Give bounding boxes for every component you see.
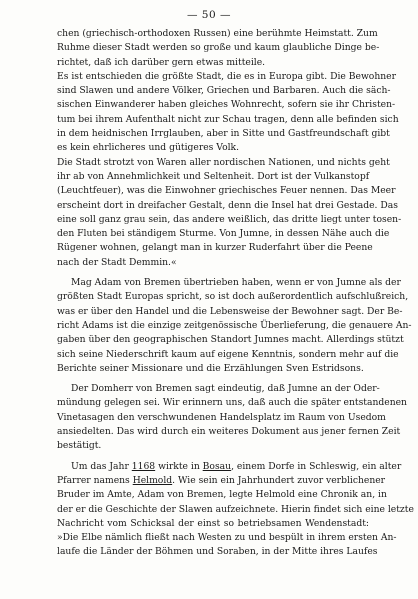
text-line: Pfarrer namens Helmold. Wie sein ein Jahrhundert zuvor verblichener: [57, 474, 386, 486]
text-line: sind Slawen und andere Völker, Griechen und Barbaren. Auch die säch-: [57, 85, 391, 97]
text-line: Vinetasagen den verschwundenen Handelsplatz im Raum von Usedom: [57, 411, 386, 423]
text-line: Rügener wohnen, gelangt man in kurzer Ruderfahrt über die Peene: [57, 242, 373, 254]
text-line: der er die Geschichte der Slawen aufzeichnete. Hierin findet sich eine letzte: [57, 503, 414, 515]
text-line: bestätigt.: [57, 440, 102, 452]
text-line: Der Domherr von Bremen sagt eindeutig, daß Jumne an der Oder-: [71, 383, 380, 395]
text-line: eine soll ganz grau sein, das andere weißlich, das dritte liegt unter tosen-: [57, 213, 402, 225]
text-line: sischen Einwanderer haben gleiches Wohnrecht, sofern sie ihr Christen-: [57, 99, 396, 111]
underlined-word: 1168: [131, 460, 156, 472]
text-line: nach der Stadt Demmin.«: [57, 256, 177, 268]
paragraph-p5: [57, 382, 407, 453]
text-line: ihr ab von Annehmlichkeit und Seltenheit. Dort ist der Vulkanstopf: [57, 170, 370, 182]
text-line: Um das Jahr 1168 wirkte in Bosau, einem Dorfe in Schleswig, ein alter: [71, 460, 402, 472]
text-line: mündung gelegen sei. Wir erinnern uns, daß auch die später entstandenen: [57, 397, 407, 409]
text-line: laufe die Länder der Böhmen und Soraben, in der Mitte ihres Laufes: [57, 546, 378, 558]
text-line: Bruder im Amte, Adam von Bremen, legte Helmold eine Chronik an, in: [57, 489, 387, 501]
text-line: in dem heidnischen Irrglauben, aber in Sitte und Gastfreundschaft gibt: [57, 128, 390, 140]
text-line: erscheint dort in dreifacher Gestalt, denn die Insel hat drei Gestade. Das: [57, 199, 398, 211]
underlined-word: Bosau: [202, 460, 232, 472]
paragraph-p1: [57, 27, 380, 70]
text-line: tum bei ihrem Aufenthalt nicht zur Schau tragen, denn alle befinden sich: [57, 113, 399, 125]
text-line: richtet, daß ich darüber gern etwas mitteile.: [57, 56, 266, 68]
text-line: größten Stadt Europas spricht, so ist doch außerordentlich aufschlußreich,: [57, 291, 409, 303]
text-line: Ruhme dieser Stadt werden so große und kaum glaubliche Dinge be-: [57, 42, 380, 54]
text-line: den Fluten bei ständigem Sturme. Von Jumne, in dessen Nähe auch die: [57, 228, 390, 240]
body-text: [57, 27, 414, 560]
text-line: chen (griechisch-orthodoxen Russen) eine berühmte Heimstatt. Zum: [57, 28, 378, 39]
page-number: — 50 —: [186, 9, 232, 21]
text-line: es kein ehrlicheres und gütigeres Volk.: [57, 142, 240, 154]
paragraph-p6: [57, 460, 414, 560]
underlined-word: Helmold: [132, 474, 173, 486]
text-line: sich seine Niederschrift kaum auf eigene Kenntnis, sondern mehr auf die: [57, 348, 399, 360]
paragraph-p3: [57, 156, 402, 270]
text-line: (Leuchtfeuer), was die Einwohner griechisches Feuer nennen. Das Meer: [57, 185, 396, 197]
text-line: Es ist entschieden die größte Stadt, die es in Europa gibt. Die Bewohner: [57, 70, 397, 82]
text-line: ansiedelten. Das wird durch ein weiteres Dokument aus jener fernen Zeit: [57, 426, 401, 438]
text-line: was er über den Handel und die Lebensweise der Bewohner sagt. Der Be-: [57, 305, 403, 317]
text-line: Berichte seiner Missionare und die Erzählungen Sven Estridsons.: [57, 362, 364, 374]
text-line: gaben über den geographischen Standort Jumnes macht. Allerdings stützt: [57, 334, 404, 346]
text-line: Die Stadt strotzt von Waren aller nordischen Nationen, und nichts geht: [57, 156, 390, 168]
paragraph-p2: [57, 70, 399, 156]
paragraph-p4: [57, 276, 412, 376]
text-line: »Die Elbe nämlich fließt nach Westen zu und bespült in ihrem ersten An-: [57, 532, 397, 544]
text-line: Mag Adam von Bremen übertrieben haben, wenn er von Jumne als der: [71, 277, 401, 289]
text-line: Nachricht vom Schicksal der einst so betriebsamen Wendenstadt:: [57, 517, 369, 529]
text-line: richt Adams ist die einzige zeitgenössische Überlieferung, die genauere An-: [57, 319, 412, 331]
